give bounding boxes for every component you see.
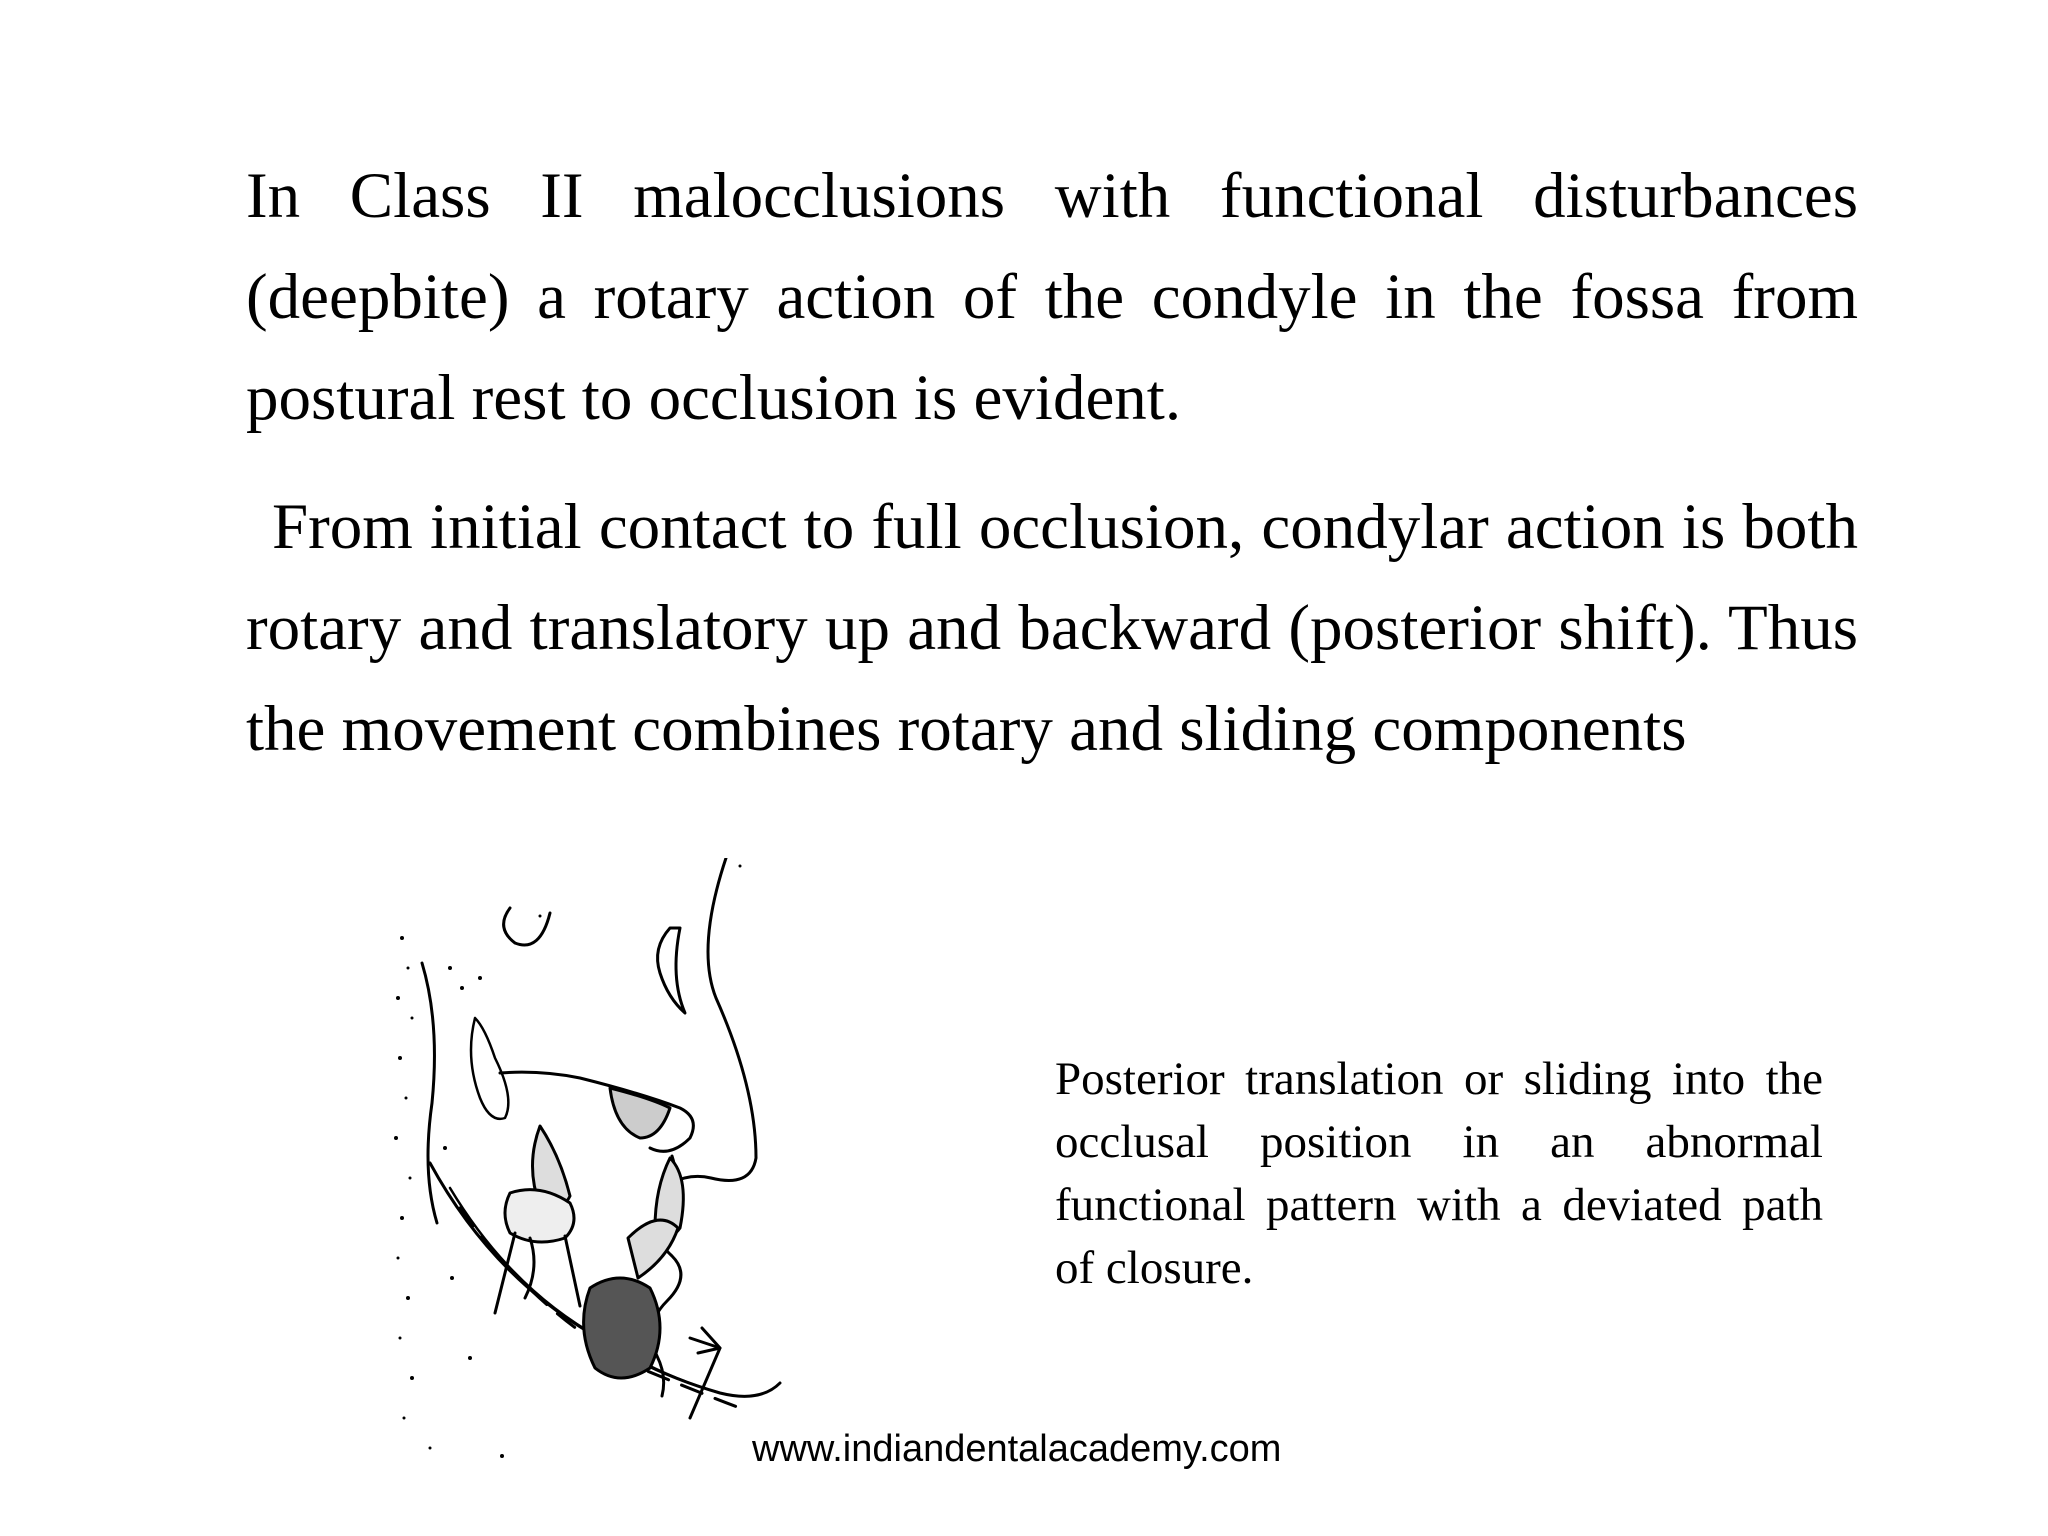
paragraph-condylar-action: From initial contact to full occlusion, condylar action is both rotary and translatory up and backward (posterior shift). Thus the movement combines rotary and sliding components bbox=[246, 491, 1858, 765]
jaw-profile-illustration bbox=[390, 858, 990, 1478]
website-watermark: www.indiandentalacademy.com bbox=[752, 1428, 1282, 1470]
paragraph-class-ii-rotary-action: In Class II malocclusions with functional disturbances (deepbite) a rotary action of the condyle in the fossa from postural rest to occlusion is evident. bbox=[246, 160, 1858, 434]
facial-profile-jaw-illustration-icon bbox=[390, 858, 990, 1478]
figure-caption: Posterior translation or sliding into the occlusal position in an abnormal functional pattern with a deviated path of closure. bbox=[1055, 1053, 1823, 1294]
